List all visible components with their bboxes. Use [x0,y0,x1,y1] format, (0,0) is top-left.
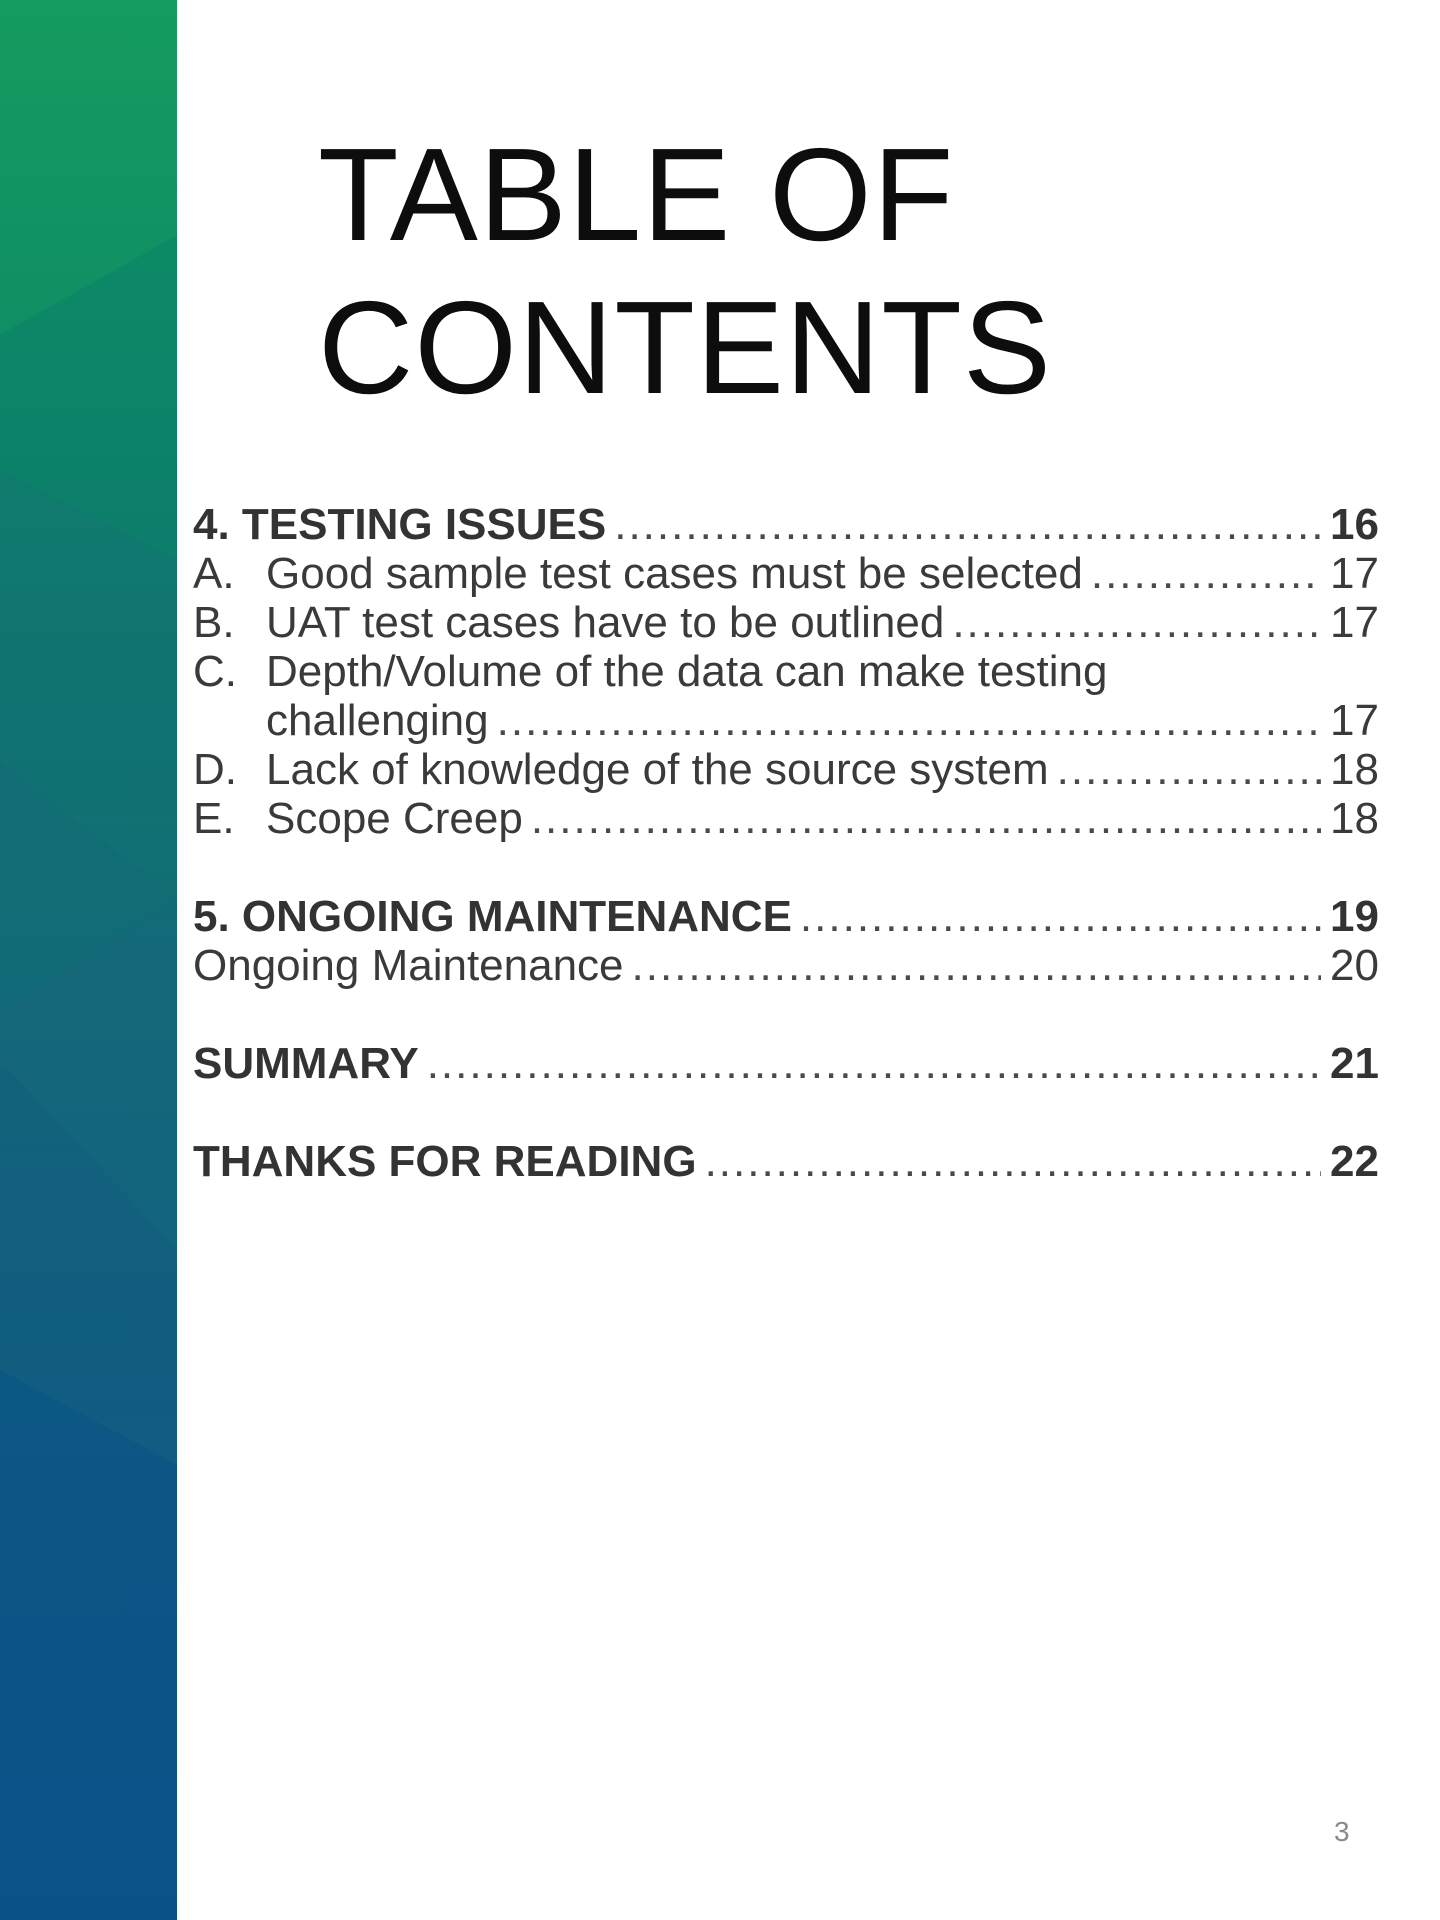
page-title [318,118,1052,424]
table-of-contents [193,500,1379,1186]
toc-thanks-label: THANKS FOR READING [193,1137,697,1186]
toc-section-5-label: 5. ONGOING MAINTENANCE [193,892,792,941]
dot-leader [705,1137,1321,1186]
toc-item-a[interactable] [193,549,1379,598]
dot-leader [531,794,1321,843]
page-number: 3 [1334,1816,1350,1847]
dot-leader [800,892,1321,941]
dot-leader [1091,549,1321,598]
toc-item-a-label: Good sample test cases must be selected [266,549,1083,598]
toc-item-e-letter: E. [193,794,235,843]
toc-section-5-page: 19 [1330,892,1379,941]
toc-item-c[interactable] [193,647,1379,696]
toc-item-d-letter: D. [193,745,237,794]
toc-item-d[interactable] [193,745,1379,794]
toc-item-e[interactable] [193,794,1379,843]
toc-item-e-label: Scope Creep [266,794,523,843]
dot-leader [427,1039,1321,1088]
dot-leader [952,598,1321,647]
toc-ongoing-label: Ongoing Maintenance [193,941,624,990]
toc-thanks[interactable] [193,1137,1379,1186]
toc-item-b-letter: B. [193,598,235,647]
spacer [193,843,1379,892]
toc-section-4-label: 4. TESTING ISSUES [193,500,607,549]
toc-item-d-label: Lack of knowledge of the source system [266,745,1049,794]
toc-item-b[interactable] [193,598,1379,647]
toc-item-c-continued[interactable] [193,696,1379,745]
toc-item-b-label: UAT test cases have to be outlined [266,598,945,647]
title-line-1: TABLE OF [318,121,955,268]
toc-item-a-letter: A. [193,549,235,598]
toc-thanks-page: 22 [1330,1137,1379,1186]
toc-item-d-page: 18 [1330,745,1379,794]
toc-item-b-page: 17 [1330,598,1379,647]
toc-item-a-page: 17 [1330,549,1379,598]
toc-summary-label: SUMMARY [193,1039,419,1088]
toc-ongoing-page: 20 [1330,941,1379,990]
dot-leader [1057,745,1321,794]
sidebar-triangles [0,0,177,1920]
decorative-sidebar [0,0,177,1920]
toc-item-c-label-line-2: challenging [266,696,489,745]
toc-section-4-page: 16 [1330,500,1379,549]
toc-summary[interactable] [193,1039,1379,1088]
toc-item-c-page: 17 [1330,696,1379,745]
spacer [193,990,1379,1039]
dot-leader [614,500,1321,549]
toc-ongoing-maintenance[interactable] [193,941,1379,990]
toc-section-4[interactable] [193,500,1379,549]
spacer [193,1088,1379,1137]
toc-section-5[interactable] [193,892,1379,941]
toc-item-c-letter: C. [193,647,237,696]
toc-item-e-page: 18 [1330,794,1379,843]
dot-leader [632,941,1321,990]
toc-item-c-label-line-1: Depth/Volume of the data can make testing [266,647,1108,696]
title-line-2: CONTENTS [318,274,1052,421]
dot-leader [497,696,1321,745]
toc-summary-page: 21 [1330,1039,1379,1088]
